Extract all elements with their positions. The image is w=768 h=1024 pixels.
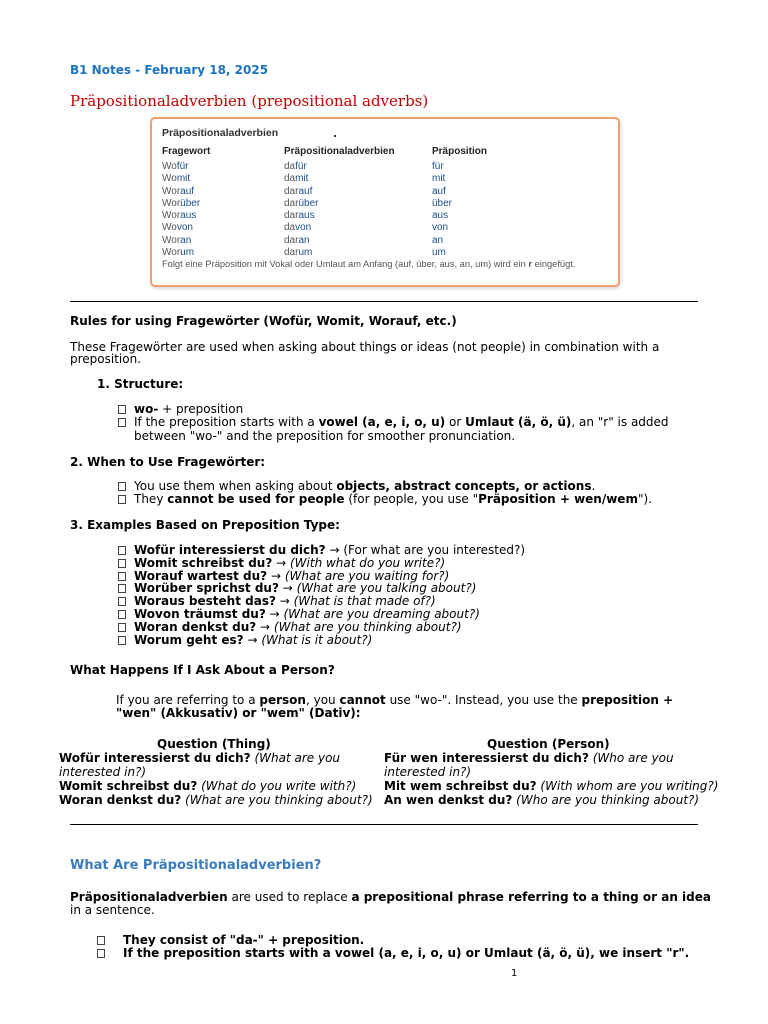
adverb-cell: darüber <box>284 197 319 209</box>
example-translation: (What are you dreaming about?) <box>283 607 480 621</box>
example-question: Woran denkst du? <box>134 619 257 634</box>
arrow-icon: → <box>256 619 274 634</box>
table-header-thing: Question (Thing) <box>157 737 271 751</box>
bullet-icon <box>118 418 126 427</box>
person-question-cont: interested in?) <box>384 765 472 779</box>
bullet-icon <box>118 584 126 593</box>
fragewort-cell: Worum <box>162 247 195 259</box>
examples-heading: 3. Examples Based on Preposition Type: <box>70 518 340 532</box>
fragewort-cell: Worüber <box>162 197 201 209</box>
table-header-praepositionaladverbien: Präpositionaladverbien <box>284 146 395 157</box>
thing-question-cell: Wofür interessierst du dich? (What are you <box>59 751 341 765</box>
example-translation: (What is that made of?) <box>293 594 436 609</box>
fragewort-cell: Womit <box>162 173 191 185</box>
person-paragraph-line2: "wen" (Akkusativ) or "wem" (Dativ): <box>116 706 361 720</box>
person-question-cell: Mit wem schreibst du? (With whom are you writing?) <box>384 779 719 793</box>
arrow-icon: → <box>267 568 285 583</box>
table-footnote: Folgt eine Präposition mit Vokal oder Umlaut am Anfang (auf, über, aus, an, um) wird ein r eingefügt. <box>162 259 576 269</box>
arrow-icon: → <box>243 632 262 647</box>
person-question-cell: Für wen interessierst du dich? (Who are you <box>384 751 674 765</box>
bullet-icon <box>118 623 126 632</box>
structure-bullet-2: If the preposition starts with a vowel (a, e, i, o, u) or Umlaut (ä, ö, ü), an "r" is added <box>118 416 669 429</box>
padv-bullet-1: They consist of "da-" + preposition. <box>97 933 364 947</box>
bullet-icon <box>118 559 126 568</box>
person-paragraph-line1: If you are referring to a person, you cannot use "wo-". Instead, you use the preposition + <box>116 693 674 707</box>
preposition-cell: auf <box>432 185 446 197</box>
padv-paragraph-line2: in a sentence. <box>70 903 155 917</box>
arrow-icon: → <box>265 607 284 621</box>
bullet-icon <box>97 936 105 945</box>
prepositional-adverb-table-image <box>150 117 620 287</box>
page-number: 1 <box>511 968 518 979</box>
preposition-cell: von <box>432 222 449 234</box>
person-heading: What Happens If I Ask About a Person? <box>70 663 335 677</box>
example-question: Woraus besteht das? <box>134 594 276 609</box>
arrow-icon: → <box>325 543 344 557</box>
bullet-icon <box>118 610 126 619</box>
notes-date: B1 Notes - February 18, 2025 <box>70 63 269 77</box>
example-translation: (What are you talking about?) <box>296 581 477 596</box>
rules-heading: Rules for using Fragewörter (Wofür, Womit, Worauf, etc.) <box>70 314 457 328</box>
example-translation: (For what are you interested?) <box>343 543 526 557</box>
example-question: Womit schreibst du? <box>134 555 273 570</box>
arrow-icon: → <box>272 555 290 570</box>
adverb-cell: daraus <box>284 210 315 222</box>
example-translation: (With what do you write?) <box>289 555 446 570</box>
example-translation: (What is it about?) <box>261 632 373 647</box>
preposition-cell: mit <box>432 173 446 185</box>
section-heading: What Are Präpositionaladverbien? <box>70 858 322 873</box>
structure-bullet-2-line2: between "wo-" and the preposition for smoother pronunciation. <box>134 429 516 443</box>
table-header-fragewort: Fragewort <box>162 146 211 157</box>
when-bullet-2: They cannot be used for people (for people, you use "Präposition + wen/wem"). <box>118 493 652 506</box>
preposition-cell: aus <box>432 210 449 222</box>
example-translation: (What are you waiting for?) <box>284 568 450 583</box>
when-heading: 2. When to Use Fragewörter: <box>70 455 266 469</box>
table-header-praeposition: Präposition <box>432 146 488 157</box>
adverb-cell: dafür <box>284 161 307 172</box>
bullet-icon <box>118 546 126 555</box>
thing-question-cell: Womit schreibst du? (What do you write with?) <box>59 779 357 793</box>
table-header-person: Question (Person) <box>487 737 610 751</box>
preposition-cell: über <box>432 197 453 209</box>
preposition-column <box>432 161 452 259</box>
padv-paragraph-line1: Präpositionaladverbien are used to replace a prepositional phrase referring to a thing or an idea <box>70 890 711 904</box>
fragewort-cell: Woran <box>162 234 192 246</box>
stray-dot <box>334 135 336 137</box>
example-question: Wofür interessierst du dich? <box>134 543 326 557</box>
rules-intro-line2: preposition. <box>70 352 142 366</box>
fragewort-cell: Wovon <box>162 222 193 234</box>
preposition-cell: um <box>432 247 446 259</box>
person-question-cell: An wen denkst du? (Who are you thinking about?) <box>384 793 700 807</box>
preposition-cell: für <box>432 161 444 172</box>
bullet-icon <box>118 597 126 606</box>
bullet-icon <box>118 405 126 414</box>
fragewort-column <box>162 161 200 259</box>
thing-question-cont: interested in?) <box>59 765 147 779</box>
example-question: Wovon träumst du? <box>134 607 266 621</box>
arrow-icon: → <box>278 581 297 596</box>
adverb-cell: damit <box>284 173 309 185</box>
adverb-cell: darum <box>284 247 313 259</box>
bullet-icon <box>118 572 126 581</box>
adverb-cell: darauf <box>284 185 313 197</box>
bullet-icon <box>118 495 126 504</box>
divider <box>70 301 698 302</box>
adverb-cell: daran <box>284 234 310 246</box>
adverb-column <box>284 161 318 259</box>
preposition-cell: an <box>432 234 444 246</box>
adverb-cell: davon <box>284 222 312 234</box>
structure-bullet-1: wo- + preposition <box>118 403 243 416</box>
fragewort-cell: Worauf <box>162 185 195 197</box>
divider <box>70 824 698 825</box>
rules-intro-line1: These Fragewörter are used when asking about things or ideas (not people) in combination with a <box>70 340 660 354</box>
fragewort-cell: Wofür <box>162 161 189 172</box>
example-question: Worauf wartest du? <box>134 568 268 583</box>
structure-heading: 1. Structure: <box>97 377 184 391</box>
bullet-icon <box>118 636 126 645</box>
bullet-icon <box>97 949 105 958</box>
example-question: Worum geht es? <box>134 632 244 647</box>
example-item <box>118 634 372 647</box>
table-title: Präpositionaladverbien <box>162 127 279 139</box>
when-bullet-1: You use them when asking about objects, abstract concepts, or actions. <box>118 480 595 493</box>
example-question: Worüber sprichst du? <box>134 581 279 596</box>
arrow-icon: → <box>275 594 294 609</box>
page-title: Präpositionaladverbien (prepositional adverbs) <box>70 92 429 110</box>
example-translation: (What are you thinking about?) <box>273 619 462 634</box>
bullet-icon <box>118 482 126 491</box>
fragewort-cell: Woraus <box>162 210 197 222</box>
padv-bullet-2: If the preposition starts with a vowel (a, e, i, o, u) or Umlaut (ä, ö, ü), we insert "r". <box>97 946 689 960</box>
thing-question-cell: Woran denkst du? (What are you thinking about?) <box>59 793 373 807</box>
